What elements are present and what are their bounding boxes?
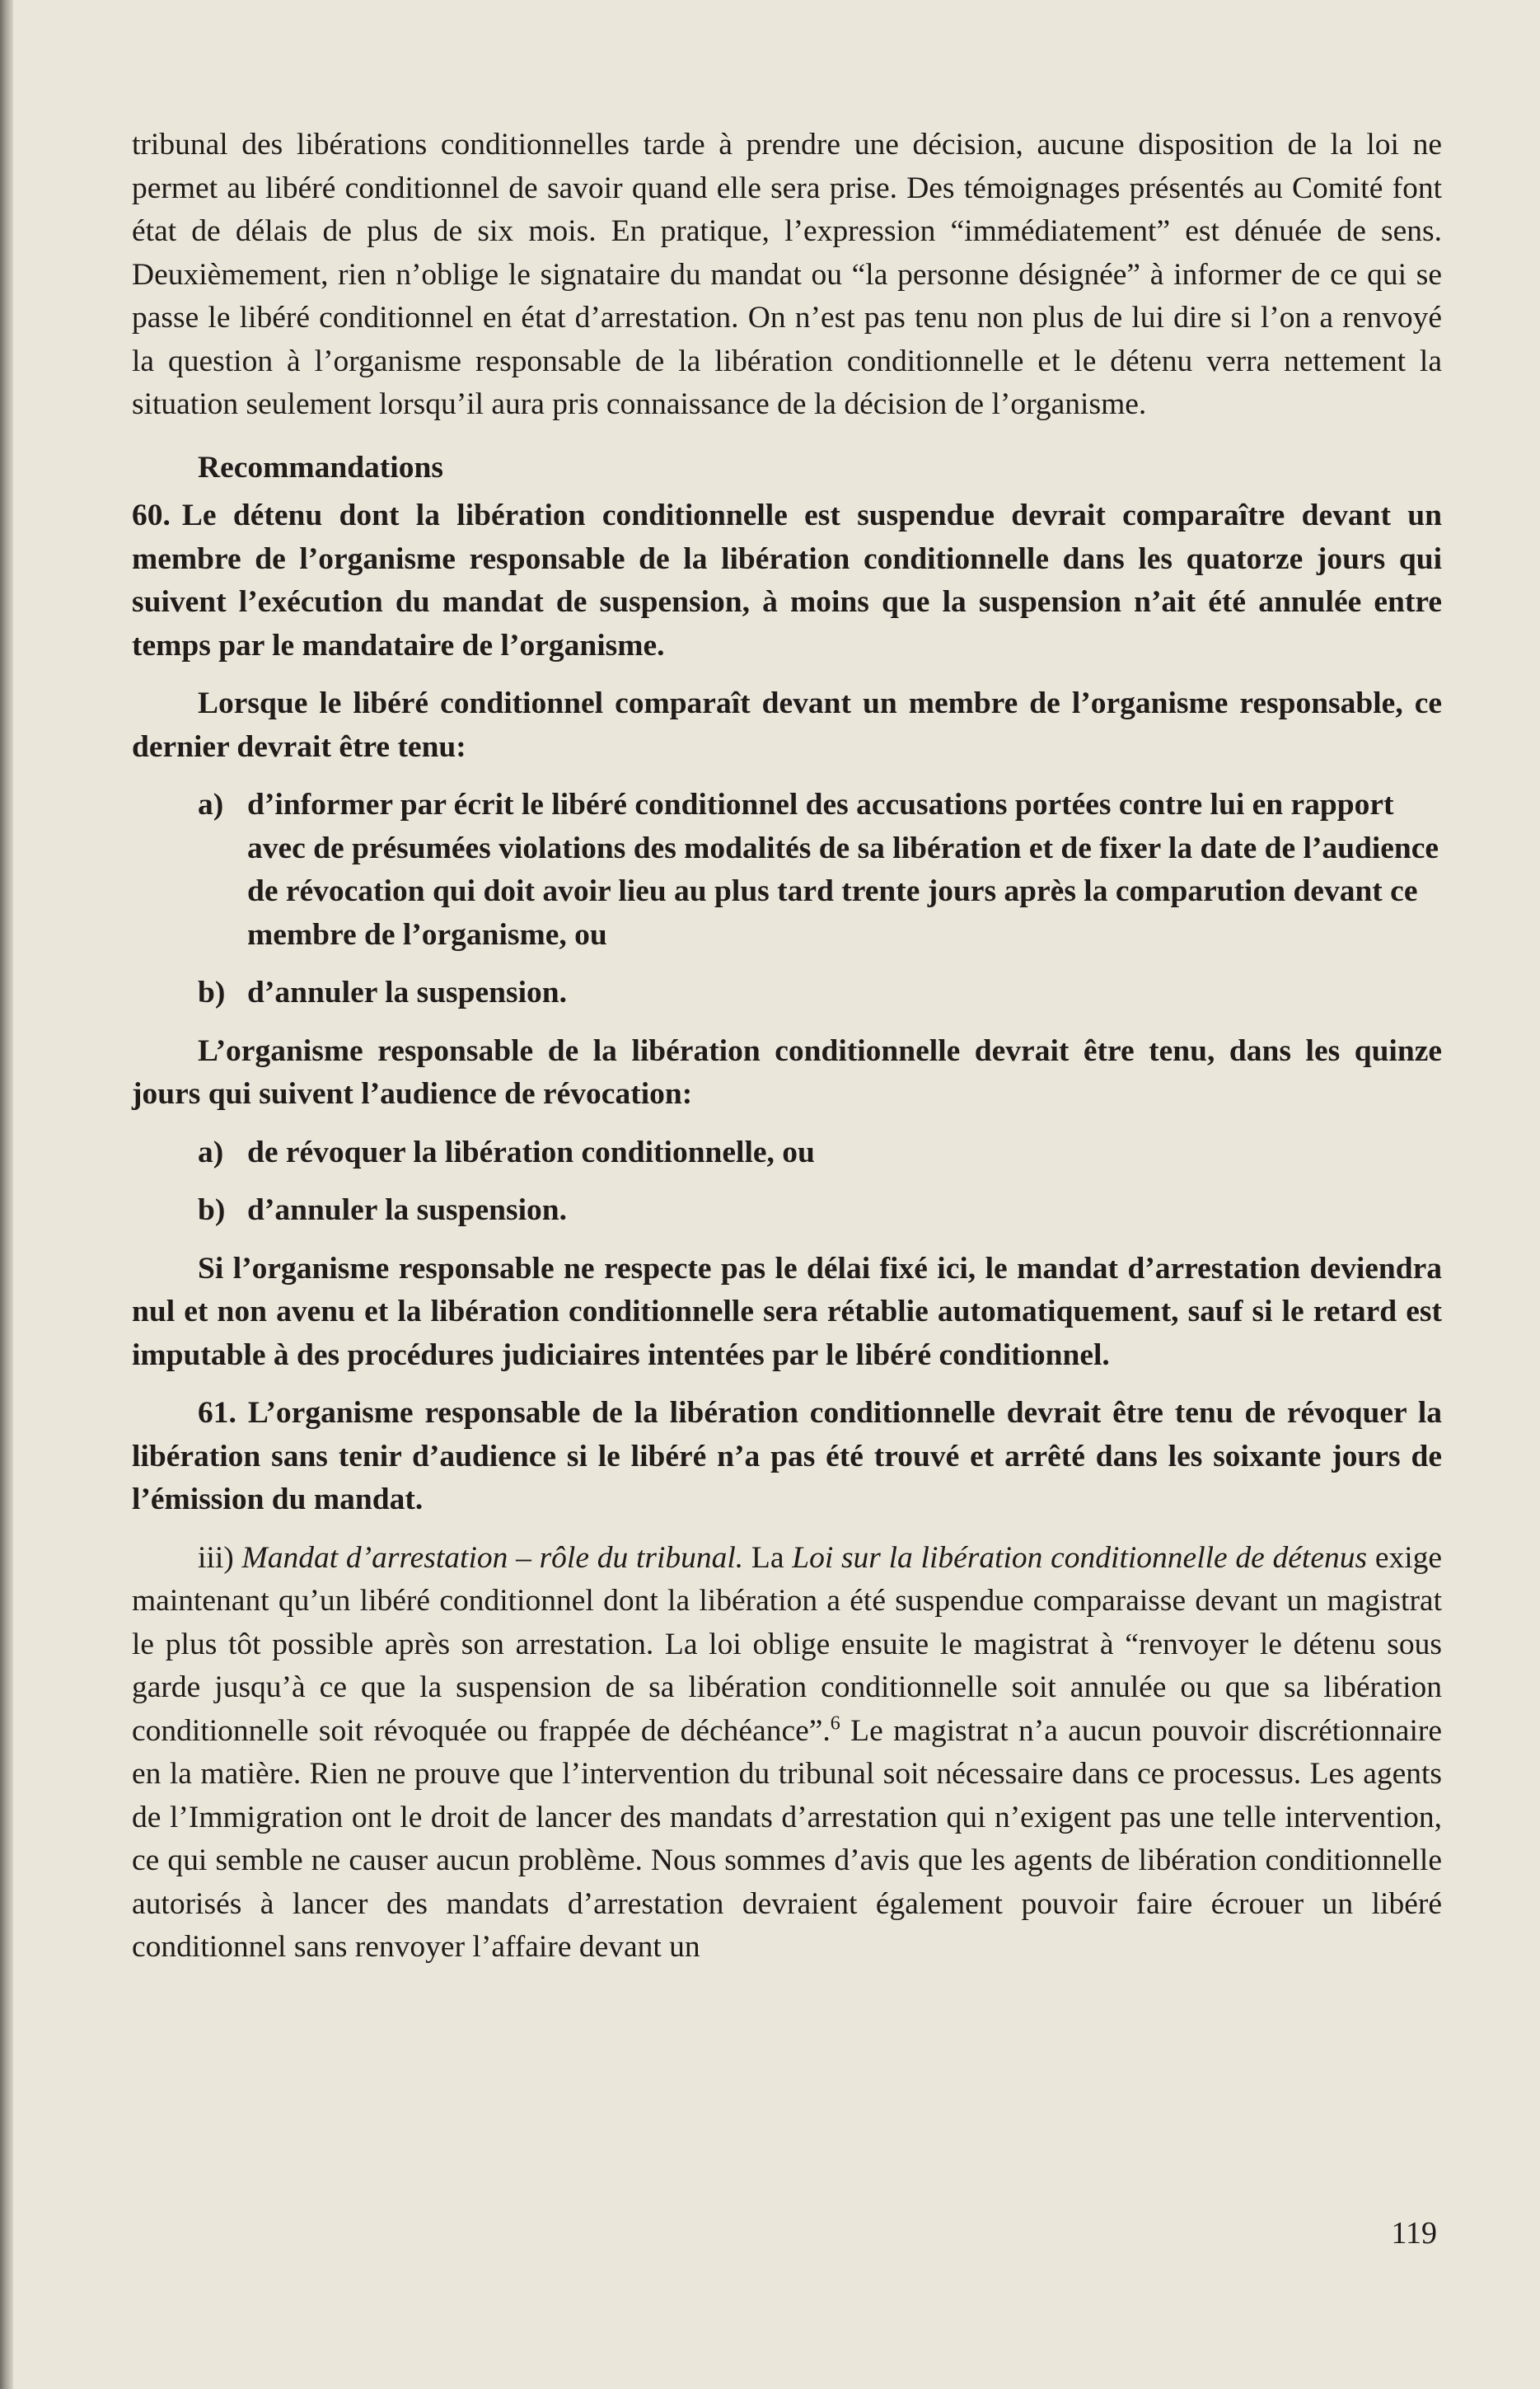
list-item-label: b): [198, 1193, 226, 1227]
recommendation-60-lorsque: Lorsque le libéré conditionnel comparaît devant un membre de l’organisme responsable, ce dernier devrait être tenu:: [132, 686, 1442, 764]
list-item-label: a): [198, 1135, 224, 1169]
subsection-title: Mandat d’arrestation – rôle du tribunal.: [241, 1540, 744, 1575]
page-number: 119: [1391, 2216, 1437, 2251]
list-item-b: [132, 972, 1442, 1015]
footnote-marker: 6: [830, 1712, 840, 1734]
page-body: [132, 124, 1442, 1970]
act-title: Loi sur la libération conditionnelle de détenus: [792, 1540, 1368, 1575]
list-item-a2: [132, 1131, 1442, 1175]
recommendation-60: [132, 494, 1442, 668]
list-item-text: de révoquer la libération conditionnelle, ou: [247, 1135, 815, 1169]
recommendation-60-organisme: L’organisme responsable de la libération conditionnelle devrait être tenu, dans les quinze jours qui suivent l’audience de révocation:: [132, 1033, 1442, 1111]
list-item-label: a): [198, 788, 224, 822]
list-item-label: b): [198, 976, 226, 1009]
list-item-a: [132, 784, 1442, 957]
section-iii-paragraph: [132, 1537, 1442, 1970]
subsection-la: La: [751, 1540, 784, 1575]
list-item-text: d’informer par écrit le libéré conditionnel des accusations portées contre lui en rapport avec de présumées violations des modalités de sa libération et de fixer la date de l’audience de révocation qui doit avoir lieu au plus tard trente jours après la comparution devant ce membre de l’organisme, ou: [247, 788, 1439, 952]
list-item-text: d’annuler la suspension.: [247, 1193, 568, 1227]
subsection-text-2: Le magistrat n’a aucun pouvoir discrétionnaire en la matière. Rien ne prouve que l’intervention du tribunal soit nécessaire dans ce processus. Les agents de l’Immigration ont le droit de lancer des mandats d’arrestation qui n’exigent pas une telle intervention, ce qui semble ne causer aucun problème. Nous sommes d’avis que les agents de libération conditionnelle autorisés à lancer des mandats d’arrestation devraient également pouvoir faire écrouer un libéré conditionnel sans renvoyer l’affaire devant un: [132, 1713, 1442, 1964]
recommendation-number: 61.: [198, 1396, 236, 1430]
book-spine-edge: [0, 0, 13, 2389]
subsection-text-1: exige maintenant qu’un libéré conditionnel dont la libération a été suspendue comparaisse devant un magistrat le plus tôt possible après son arrestation. La loi oblige ensuite le magistrat à “renvoyer le détenu sous garde jusqu’à ce que la suspension de sa libération conditionnelle soit annulée ou que sa libération conditionnelle soit révoquée ou frappée de déchéance”.: [132, 1540, 1443, 1748]
section-heading: Recommandations: [198, 450, 443, 485]
list-item-text: d’annuler la suspension.: [247, 976, 568, 1009]
recommendation-text: L’organisme responsable de la libération conditionnelle devrait être tenu de révoquer la libération sans tenir d’audience si le libéré n’a pas été trouvé et arrêté dans les soixante jours de l’émission du mandat.: [132, 1396, 1442, 1516]
intro-paragraph: tribunal des libérations conditionnelles tarde à prendre une décision, aucune disposition de la loi ne permet au libéré conditionnel de savoir quand elle sera prise. Des témoignages présentés au Comité font état de délais de plus de six mois. En pratique, l’expression “immédiatement” est dénuée de sens. Deuxièmement, rien n’oblige le signataire du mandat ou “la personne désignée” à informer de ce qui se passe le libéré conditionnel en état d’arrestation. On n’est pas tenu non plus de lui dire si l’on a renvoyé la question à l’organisme responsable de la libération conditionnelle et le détenu verra nettement la situation seulement lorsqu’il aura pris connaissance de la décision de l’organisme.: [132, 128, 1442, 421]
recommendation-61: [132, 1392, 1442, 1522]
recommendation-60-si: Si l’organisme responsable ne respecte pas le délai fixé ici, le mandat d’arrestation deviendra nul et non avenu et la libération conditionnelle sera rétablie automatiquement, sauf si le retard est imputable à des procédures judiciaires intentées par le libéré conditionnel.: [132, 1251, 1442, 1372]
recommendation-text: Le détenu dont la libération conditionnelle est suspendue devrait comparaître devant un membre de l’organisme responsable de la libération conditionnelle dans les quatorze jours qui suivent l’exécution du mandat de suspension, à moins que la suspension n’ait été annulée entre temps par le mandataire de l’organisme.: [132, 499, 1442, 663]
list-item-b2: [132, 1189, 1442, 1233]
recommendation-number: 60.: [132, 499, 171, 532]
subsection-label: iii): [198, 1540, 234, 1575]
